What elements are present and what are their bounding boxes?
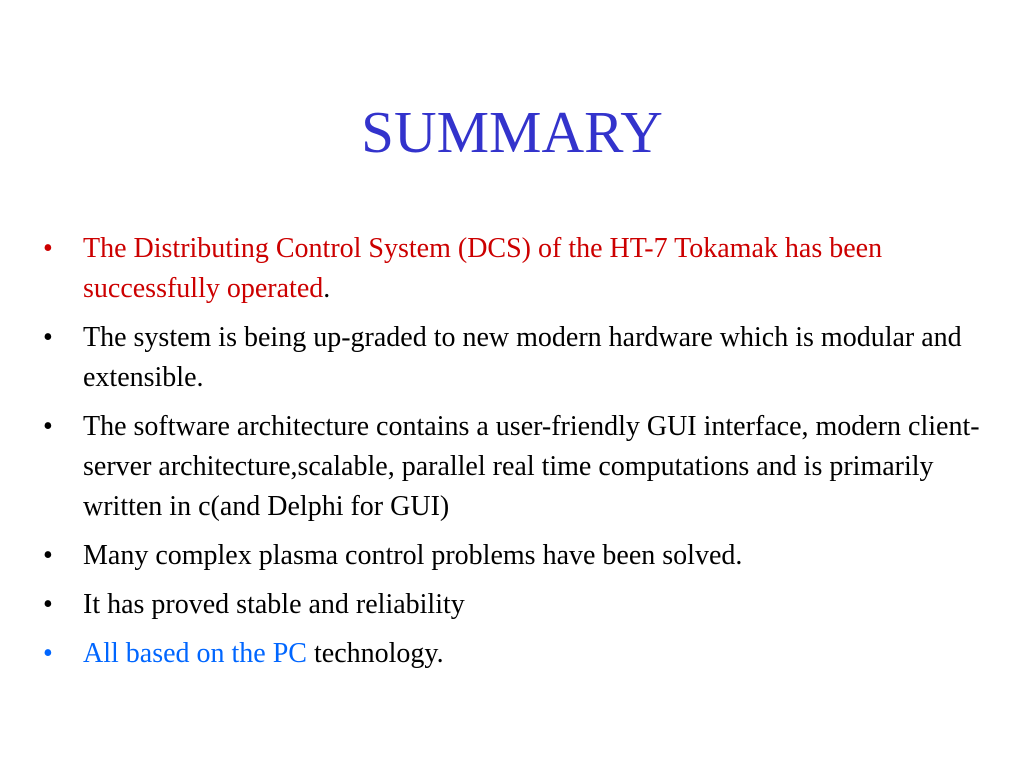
bullet-marker: • bbox=[43, 540, 53, 571]
slide-title: SUMMARY bbox=[361, 99, 663, 165]
bullet-text-rest: technology. bbox=[307, 638, 444, 669]
bullet-item-stability bbox=[0, 585, 1024, 625]
bullet-text: Many complex plasma control problems have been solved. bbox=[83, 540, 743, 571]
bullet-list bbox=[0, 229, 1024, 683]
bullet-marker: • bbox=[43, 322, 53, 353]
bullet-text: The software architecture contains a user-friendly GUI interface, modern client-server architecture,scalable, parallel real time computations and is primarily written in c(and Delphi for GUI) bbox=[83, 411, 980, 522]
bullet-text-highlight: All based on the PC bbox=[83, 638, 307, 669]
bullet-item-pc-technology bbox=[0, 634, 1024, 674]
bullet-marker: • bbox=[43, 589, 53, 620]
bullet-text-highlight: The Distributing Control System (DCS) of the HT-7 Tokamak has been successfully operated bbox=[83, 233, 883, 304]
bullet-marker: • bbox=[43, 638, 53, 669]
bullet-item-upgrade bbox=[0, 318, 1024, 398]
bullet-item-dcs-operated bbox=[0, 229, 1024, 309]
bullet-item-problems-solved bbox=[0, 536, 1024, 576]
bullet-marker: • bbox=[43, 411, 53, 442]
bullet-text: The system is being up-graded to new modern hardware which is modular and extensible. bbox=[83, 322, 962, 393]
bullet-text: It has proved stable and reliability bbox=[83, 589, 465, 620]
bullet-text-rest: . bbox=[323, 273, 331, 304]
bullet-marker: • bbox=[43, 233, 53, 264]
bullet-item-software-architecture bbox=[0, 407, 1024, 527]
